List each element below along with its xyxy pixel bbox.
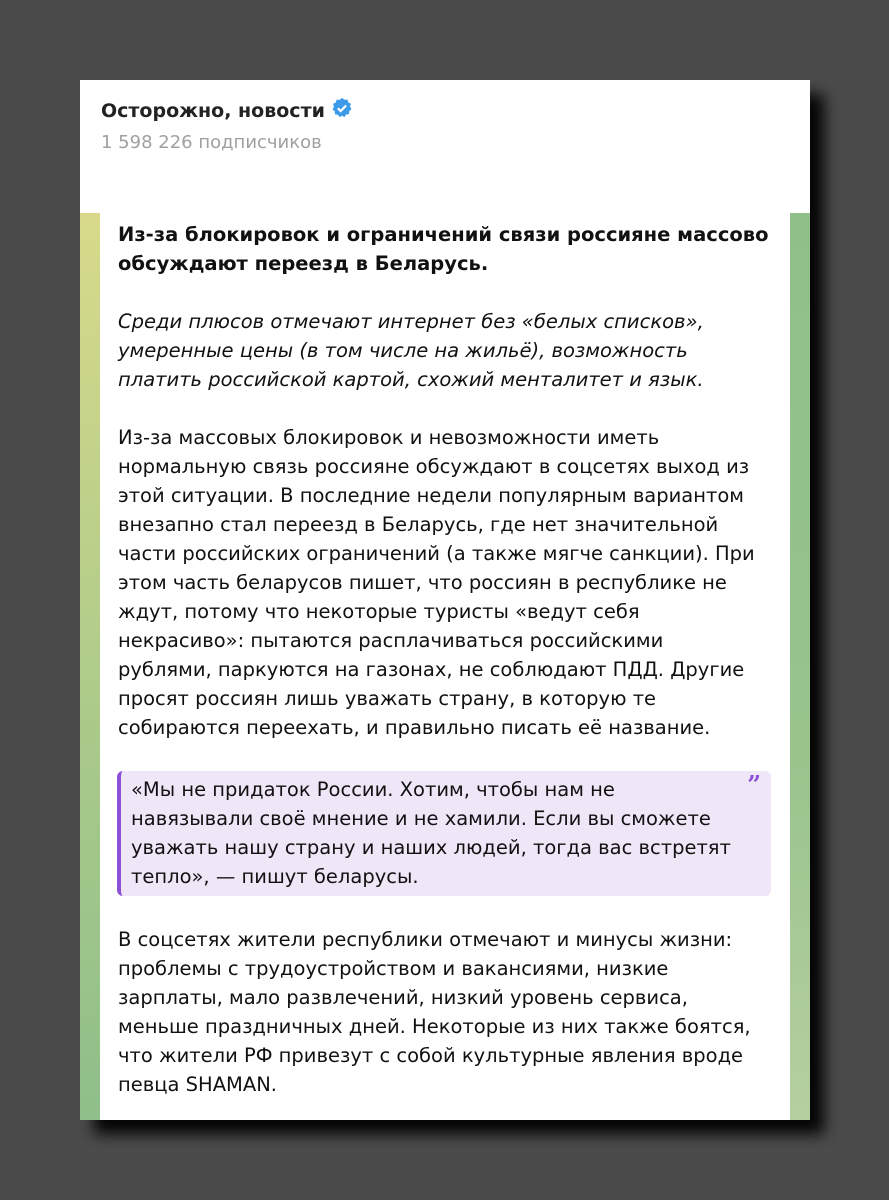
closing-line: проблемы с трудоустройством и вакансиями, низкие [118,957,669,980]
channel-name: Осторожно, новости [101,99,325,122]
verified-badge-icon [331,97,353,124]
channel-post-card [80,80,810,1120]
message-text [118,220,778,1120]
body-line: этой ситуации. В последние недели популярным вариантом [118,484,745,507]
lead-line: платить российской картой, схожий менталитет и язык. [118,368,704,391]
quote-icon: ” [747,770,761,799]
quote-line: навязывали своё мнение и не хамили. Если вы сможете [131,807,711,830]
lead-line: умеренные цены (в том числе на жильё), возможность [118,339,688,362]
post-body [118,423,778,742]
closing-line: В соцсетях жители республики отмечают и минусы жизни: [118,928,733,951]
channel-title[interactable] [101,97,353,124]
post-headline [118,220,778,278]
chat-wallpaper-left [80,213,100,1120]
headline-line: обсуждают переезд в Беларусь. [118,252,489,275]
quote-line: тепло», — пишут беларусы. [131,865,419,888]
subscriber-count: 1 598 226 подписчиков [101,132,322,153]
post-lead [118,307,778,394]
body-line: некрасиво»: пытаются расплачиваться российскими [118,629,664,652]
body-line: части российских ограничений (а также мягче санкции). При [118,542,755,565]
body-line: собираются переехать, и правильно писать её название. [118,716,711,739]
chat-wallpaper-right [790,213,810,1120]
headline-line: Из-за блокировок и ограничений связи россияне массово [118,223,769,246]
blockquote [117,771,771,896]
channel-header[interactable] [80,80,810,213]
closing-line: певца SHAMAN. [118,1073,277,1096]
lead-line: Среди плюсов отмечают интернет без «белых списков», [118,310,704,333]
body-line: просят россиян лишь уважать страну, в которую те [118,687,657,710]
closing-line: что жители РФ привезут с собой культурные явления вроде [118,1044,744,1067]
body-line: рублями, паркуются на газонах, не соблюдают ПДД. Другие [118,658,745,681]
closing-line: меньше праздничных дней. Некоторые из них также боятся, [118,1015,751,1038]
closing-line: зарплаты, мало развлечений, низкий уровень сервиса, [118,986,688,1009]
body-line: этом часть беларусов пишет, что россиян в республике не [118,571,727,594]
quote-text [131,770,771,891]
quote-line: «Мы не придаток России. Хотим, чтобы нам не [131,778,615,801]
body-line: внезапно стал переезд в Беларусь, где нет значительной [118,513,719,536]
body-line: нормальную связь россияне обсуждают в соцсетях выход из [118,455,750,478]
body-line: ждут, потому что некоторые туристы «ведут себя [118,600,640,623]
body-line: Из-за массовых блокировок и невозможности иметь [118,426,660,449]
post-closing [118,925,778,1099]
quote-line: уважать нашу страну и наших людей, тогда вас встретят [131,836,731,859]
